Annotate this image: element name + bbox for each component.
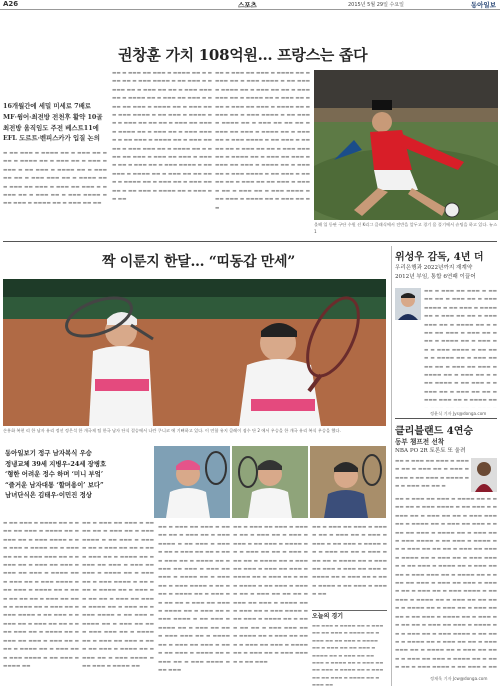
page-number: A26: [3, 0, 19, 8]
subheading-line: 정냉교체 39세 지병우-24세 장병호: [5, 459, 107, 468]
small-photo-3: [310, 446, 386, 518]
coach-subtitle: [395, 264, 497, 282]
tennis-body-col-3: ▬▬ ▬ ▬▬▬ ▬▬ ▬▬▬ ▬ ▬▬▬▬ ▬▬ ▬ ▬▬▬ ▬▬ ▬ ▬▬▬ ▬▬▬▬ ▬ ▬▬ ▬▬▬ ▬ ▬▬▬▬ ▬▬ ▬ ▬▬▬ ▬▬ ▬▬ ▬ ▬▬▬ ▬▬▬ ▬▬ ▬ ▬▬▬▬ ▬▬ ▬ ▬▬▬ ▬▬ ▬▬▬ ▬ ▬▬▬ ▬▬ ▬▬▬ ▬ ▬▬▬▬ ▬▬ ▬ ▬▬▬ ▬▬ ▬ ▬▬▬ ▬▬▬▬ ▬ ▬▬ ▬▬▬ ▬ ▬▬▬▬ ▬▬ ▬ ▬▬▬ ▬▬ ▬▬ ▬▬ ▬ ▬▬▬ ▬▬ ▬▬▬ ▬ ▬▬▬▬ ▬▬ ▬ ▬▬▬ ▬▬ ▬ ▬▬▬ ▬▬▬▬ ▬ ▬▬ ▬▬▬ ▬ ▬▬▬▬ ▬▬ ▬ ▬▬▬ ▬▬ ▬▬ ▬ ▬▬▬ ▬▬▬ ▬▬ ▬ ▬▬▬▬ ▬▬ ▬ ▬▬▬ ▬▬ ▬▬▬ ▬ ▬▬▬ ▬▬ ▬▬▬ ▬ ▬▬▬▬ ▬▬ ▬ ▬▬▬ ▬▬ ▬ ▬▬▬ ▬▬▬▬ ▬ ▬▬ ▬▬▬: [158, 525, 230, 673]
player-portrait-image: [310, 446, 386, 518]
todays-games-title: 오늘의 경기: [312, 613, 344, 620]
player-portrait-image: [154, 446, 230, 518]
coach-body: ▬▬ ▬ ▬▬▬ ▬▬ ▬▬▬ ▬ ▬▬▬▬ ▬▬ ▬ ▬▬▬ ▬▬ ▬ ▬▬▬ ▬▬▬▬ ▬ ▬▬ ▬▬▬ ▬ ▬▬▬▬ ▬▬ ▬ ▬▬▬ ▬▬ ▬▬ ▬ ▬▬▬ ▬▬▬ ▬▬ ▬ ▬▬▬▬ ▬▬ ▬ ▬▬▬ ▬▬ ▬▬▬ ▬ ▬▬▬ ▬▬ ▬▬▬ ▬ ▬▬▬▬ ▬▬ ▬ ▬▬▬ ▬▬ ▬ ▬▬▬ ▬▬▬▬ ▬ ▬▬ ▬▬▬ ▬ ▬▬▬▬ ▬▬ ▬ ▬▬▬ ▬▬ ▬▬ ▬▬ ▬ ▬▬▬ ▬▬ ▬▬▬ ▬ ▬▬▬▬ ▬▬ ▬ ▬▬▬ ▬▬ ▬ ▬▬▬ ▬▬▬▬ ▬ ▬▬ ▬▬▬ ▬ ▬▬▬▬ ▬▬ ▬ ▬▬▬ ▬▬ ▬▬ ▬ ▬▬▬ ▬▬▬ ▬▬ ▬ ▬▬▬▬ ▬▬: [424, 289, 497, 404]
subheading-line: ‘형한 어려운 정수 하며 ‘미니 부엌’: [5, 470, 104, 478]
nba-title: 클리블랜드 4연승: [395, 426, 474, 437]
issue-date: 2015년 5월 29일 수요일: [348, 2, 405, 8]
section-divider: [3, 241, 497, 242]
top-lead: [3, 101, 107, 144]
tennis-body-col-5: ▬▬ ▬ ▬▬▬ ▬▬ ▬▬▬ ▬ ▬▬▬▬ ▬▬ ▬ ▬▬▬ ▬▬ ▬ ▬▬▬ ▬▬▬▬ ▬ ▬▬ ▬▬▬ ▬ ▬▬▬▬ ▬▬ ▬ ▬▬▬ ▬▬ ▬▬ ▬ ▬▬▬ ▬▬▬ ▬▬ ▬ ▬▬▬▬ ▬▬ ▬ ▬▬▬ ▬▬ ▬▬▬ ▬ ▬▬▬ ▬▬ ▬▬▬ ▬ ▬▬▬▬ ▬▬ ▬ ▬▬▬ ▬▬ ▬ ▬▬▬ ▬▬▬▬ ▬ ▬▬ ▬▬▬ ▬ ▬▬▬▬ ▬▬: [312, 525, 387, 598]
lead-line: EFL 도르트·벤피스카가 입질 논의: [3, 134, 100, 143]
coach-subtitle-line: 2012년 부임, 통합 6연패 이끌어: [395, 274, 476, 280]
player-portrait-image: [232, 446, 308, 518]
tennis-body-col-2: ▬▬ ▬ ▬▬▬ ▬▬ ▬▬▬ ▬ ▬▬▬▬ ▬▬ ▬ ▬▬▬ ▬▬ ▬ ▬▬▬ ▬▬▬▬ ▬ ▬▬ ▬▬▬ ▬ ▬▬▬▬ ▬▬ ▬ ▬▬▬ ▬▬ ▬▬ ▬ ▬▬▬ ▬▬▬ ▬▬ ▬ ▬▬▬▬ ▬▬ ▬ ▬▬▬ ▬▬ ▬▬▬ ▬ ▬▬▬ ▬▬ ▬▬▬ ▬ ▬▬▬▬ ▬▬ ▬ ▬▬▬ ▬▬ ▬ ▬▬▬ ▬▬▬▬ ▬ ▬▬ ▬▬▬ ▬ ▬▬▬▬ ▬▬ ▬ ▬▬▬ ▬▬ ▬▬ ▬▬ ▬ ▬▬▬ ▬▬ ▬▬▬ ▬ ▬▬▬▬ ▬▬ ▬ ▬▬▬ ▬▬ ▬ ▬▬▬ ▬▬▬▬ ▬ ▬▬ ▬▬▬ ▬ ▬▬▬▬ ▬▬ ▬ ▬▬▬ ▬▬ ▬▬ ▬ ▬▬▬ ▬▬▬ ▬▬ ▬ ▬▬▬▬ ▬▬ ▬ ▬▬▬ ▬▬ ▬▬▬ ▬ ▬▬▬ ▬▬ ▬▬▬ ▬ ▬▬▬▬ ▬▬ ▬ ▬▬▬ ▬▬ ▬ ▬▬▬ ▬▬▬▬ ▬ ▬▬ ▬▬▬ ▬ ▬▬▬▬ ▬▬: [82, 521, 154, 669]
tennis-body-col-4: ▬▬ ▬ ▬▬▬ ▬▬ ▬▬▬ ▬ ▬▬▬▬ ▬▬ ▬ ▬▬▬ ▬▬ ▬ ▬▬▬ ▬▬▬▬ ▬ ▬▬ ▬▬▬ ▬ ▬▬▬▬ ▬▬ ▬ ▬▬▬ ▬▬ ▬▬ ▬ ▬▬▬ ▬▬▬ ▬▬ ▬ ▬▬▬▬ ▬▬ ▬ ▬▬▬ ▬▬ ▬▬▬ ▬ ▬▬▬ ▬▬ ▬▬▬ ▬ ▬▬▬▬ ▬▬ ▬ ▬▬▬ ▬▬ ▬ ▬▬▬ ▬▬▬▬ ▬ ▬▬ ▬▬▬ ▬ ▬▬▬▬ ▬▬ ▬ ▬▬▬ ▬▬ ▬▬ ▬▬ ▬ ▬▬▬ ▬▬ ▬▬▬ ▬ ▬▬▬▬ ▬▬ ▬ ▬▬▬ ▬▬ ▬ ▬▬▬ ▬▬▬▬ ▬ ▬▬ ▬▬▬ ▬ ▬▬▬▬ ▬▬ ▬ ▬▬▬ ▬▬ ▬▬ ▬ ▬▬▬ ▬▬▬ ▬▬ ▬ ▬▬▬▬ ▬▬ ▬ ▬▬▬ ▬▬ ▬▬▬ ▬ ▬▬▬ ▬▬ ▬▬▬ ▬ ▬▬▬▬ ▬▬ ▬ ▬▬▬ ▬▬ ▬ ▬▬▬ ▬▬▬▬ ▬ ▬▬ ▬▬▬: [233, 525, 308, 665]
small-photo-2: [232, 446, 308, 518]
basketball-player-image: [471, 458, 497, 492]
section-name: 스포츠: [238, 1, 257, 9]
tennis-headline: 짝 이룬지 한달… “띠동갑 만세”: [102, 254, 295, 270]
right-column-divider-horizontal: [395, 418, 497, 419]
newspaper-logo: 동아일보: [470, 1, 496, 9]
nba-body-continued: ▬▬ ▬ ▬▬▬ ▬▬ ▬▬▬ ▬ ▬▬▬▬ ▬▬ ▬ ▬▬▬ ▬▬ ▬ ▬▬▬ ▬▬▬▬ ▬ ▬▬ ▬▬▬ ▬ ▬▬▬▬ ▬▬ ▬ ▬▬▬ ▬▬ ▬▬ ▬ ▬▬▬ ▬▬▬ ▬▬ ▬ ▬▬▬▬ ▬▬ ▬ ▬▬▬ ▬▬ ▬▬▬ ▬ ▬▬▬ ▬▬ ▬▬▬ ▬ ▬▬▬▬ ▬▬ ▬ ▬▬▬ ▬▬ ▬ ▬▬▬ ▬▬▬▬ ▬ ▬▬ ▬▬▬ ▬ ▬▬▬▬ ▬▬ ▬ ▬▬▬ ▬▬ ▬▬ ▬▬ ▬ ▬▬▬ ▬▬ ▬▬▬ ▬ ▬▬▬▬ ▬▬ ▬ ▬▬▬ ▬▬ ▬ ▬▬▬ ▬▬▬▬ ▬ ▬▬ ▬▬▬ ▬ ▬▬▬▬ ▬▬ ▬ ▬▬▬ ▬▬ ▬▬ ▬ ▬▬▬ ▬▬▬ ▬▬ ▬ ▬▬▬▬ ▬▬ ▬ ▬▬▬ ▬▬ ▬▬▬ ▬ ▬▬▬ ▬▬ ▬▬▬ ▬ ▬▬▬▬ ▬▬ ▬ ▬▬▬ ▬▬ ▬ ▬▬▬ ▬▬▬▬ ▬ ▬▬ ▬▬▬ ▬ ▬▬▬▬ ▬▬ ▬ ▬▬▬ ▬▬ ▬▬ ▬▬▬ ▬ ▬▬▬▬ ▬▬ ▬ ▬▬▬ ▬▬ ▬ ▬▬▬ ▬▬▬▬ ▬ ▬▬ ▬▬▬ ▬ ▬▬▬▬ ▬▬ ▬ ▬▬▬ ▬▬ ▬▬ ▬▬ ▬ ▬▬▬ ▬▬ ▬▬▬ ▬ ▬▬▬▬ ▬▬ ▬ ▬▬▬ ▬▬ ▬ ▬▬▬ ▬▬▬▬ ▬ ▬▬ ▬▬▬ ▬ ▬▬▬▬ ▬▬ ▬ ▬▬▬ ▬▬ ▬▬ ▬ ▬▬▬ ▬▬▬ ▬▬ ▬ ▬▬▬▬ ▬▬ ▬ ▬▬▬ ▬▬ ▬▬▬ ▬ ▬▬▬ ▬▬ ▬▬▬ ▬ ▬▬▬▬ ▬▬ ▬ ▬▬▬ ▬▬ ▬ ▬▬▬ ▬▬▬▬ ▬ ▬▬ ▬▬▬ ▬ ▬▬: [395, 497, 497, 671]
nba-body: ▬▬ ▬ ▬▬▬ ▬▬ ▬▬▬ ▬ ▬▬▬▬ ▬▬ ▬ ▬▬▬ ▬▬ ▬ ▬▬▬ ▬▬▬▬ ▬ ▬▬ ▬▬▬ ▬ ▬▬▬▬ ▬▬ ▬ ▬▬▬ ▬▬ ▬▬ ▬: [395, 459, 469, 490]
small-photo-1: [154, 446, 230, 518]
page-header: [0, 0, 500, 10]
todays-games-box: [312, 610, 387, 686]
tennis-subheadings: [5, 448, 155, 501]
right-column-divider: [391, 246, 392, 686]
soccer-photo: [314, 70, 498, 220]
tennis-photo-caption: 손흥화 복현 리 한 남자 유리 정선 정은석 한 개국제 팀 한국 남자 단식 결승에서 나란 쿠니코 에 기뻐하고 있다. 이 연합 유지 클레이 점수 단 2 에서 우승을 한 개국 유리 복식 우승을 했다.: [3, 428, 341, 433]
soccer-player-image: [314, 70, 498, 220]
subheading-line: 동아일보기 정구 남자복식 우승: [5, 449, 92, 457]
tennis-players-image: [3, 279, 386, 426]
subheading-line: 남녀단식은 김태우·이민진 정상: [5, 491, 92, 499]
top-body-col-1: ▬ ▬▬ ▬▬▬ ▬ ▬▬▬▬ ▬▬ ▬ ▬▬▬ ▬▬ ▬▬▬ ▬ ▬▬▬▬ ▬▬ ▬ ▬▬▬ ▬▬ ▬ ▬▬▬ ▬▬▬▬ ▬ ▬▬ ▬▬▬ ▬ ▬▬▬▬ ▬▬ ▬ ▬▬▬ ▬▬ ▬▬ ▬ ▬▬▬ ▬▬▬ ▬▬ ▬ ▬▬▬▬ ▬▬ ▬ ▬▬▬ ▬▬ ▬▬▬ ▬ ▬▬▬ ▬▬ ▬▬▬ ▬ ▬▬▬▬ ▬▬ ▬ ▬▬▬ ▬▬ ▬ ▬▬▬ ▬▬▬▬ ▬ ▬▬ ▬▬▬ ▬ ▬▬▬▬ ▬▬ ▬ ▬▬▬ ▬▬ ▬▬: [3, 151, 107, 207]
soccer-photo-caption: 올해 입 등판 구단 수원 선 K리그 클래식에서 전반을 앞두고 경기 몸 풀기에서 슈팅을 하고 있다. 뉴스1: [314, 222, 498, 234]
nba-byline: 정재욱 기자 Jcw@donga.com: [430, 676, 488, 681]
todays-games-list: ▬▬ ▬▬▬ ▬ ▬▬▬▬ ▬▬ ▬ ▬▬▬ ▬▬ ▬▬ ▬▬▬ ▬ ▬▬▬▬ ▬▬ ▬ ▬▬▬ ▬▬ ▬▬ ▬▬▬ ▬ ▬▬▬▬ ▬▬ ▬ ▬▬▬ ▬▬ ▬▬ ▬▬▬ ▬ ▬▬▬▬ ▬▬ ▬ ▬▬▬ ▬▬ ▬▬ ▬▬▬ ▬ ▬▬▬▬ ▬▬ ▬ ▬▬▬ ▬▬ ▬▬ ▬▬▬ ▬ ▬▬▬▬ ▬▬ ▬ ▬▬▬ ▬▬ ▬▬ ▬▬▬ ▬ ▬▬▬▬ ▬▬ ▬ ▬▬▬ ▬▬: [312, 623, 384, 686]
nba-photo: [471, 458, 497, 492]
coach-byline: 정윤식 기자 Jys@donga.com: [430, 411, 487, 416]
coach-subtitle-line: 우리은행과 2022년까지 재계약: [395, 265, 473, 271]
top-body-col-3: ▬▬ ▬ ▬▬▬ ▬▬ ▬▬▬ ▬ ▬▬▬▬ ▬▬ ▬ ▬▬▬ ▬▬ ▬ ▬▬▬ ▬▬▬▬ ▬ ▬▬ ▬▬▬ ▬ ▬▬▬▬ ▬▬ ▬ ▬▬▬ ▬▬ ▬▬ ▬ ▬▬▬ ▬▬▬ ▬▬ ▬ ▬▬▬▬ ▬▬ ▬ ▬▬▬ ▬▬ ▬▬▬ ▬ ▬▬▬ ▬▬ ▬▬▬ ▬ ▬▬▬▬ ▬▬ ▬ ▬▬▬ ▬▬ ▬ ▬▬▬ ▬▬▬▬ ▬ ▬▬ ▬▬▬ ▬ ▬▬▬▬ ▬▬ ▬ ▬▬▬ ▬▬ ▬▬ ▬▬ ▬ ▬▬▬ ▬▬ ▬▬▬ ▬ ▬▬▬▬ ▬▬ ▬ ▬▬▬ ▬▬ ▬ ▬▬▬ ▬▬▬▬ ▬ ▬▬ ▬▬▬ ▬ ▬▬▬▬ ▬▬ ▬ ▬▬▬ ▬▬ ▬▬ ▬ ▬▬▬ ▬▬▬ ▬▬ ▬ ▬▬▬▬ ▬▬ ▬ ▬▬▬ ▬▬ ▬▬▬ ▬ ▬▬▬ ▬▬ ▬▬▬ ▬ ▬▬▬▬ ▬▬ ▬ ▬▬▬ ▬▬ ▬ ▬▬▬ ▬▬▬▬ ▬ ▬▬ ▬▬▬ ▬ ▬▬▬▬ ▬▬ ▬ ▬▬▬ ▬▬ ▬▬ ▬▬▬ ▬ ▬▬▬▬ ▬▬ ▬ ▬▬▬ ▬▬ ▬ ▬▬▬ ▬▬▬▬ ▬ ▬▬ ▬▬▬ ▬ ▬▬▬▬ ▬▬ ▬ ▬▬▬ ▬▬ ▬▬: [215, 71, 310, 211]
top-body-col-2: ▬▬ ▬ ▬▬▬ ▬▬ ▬▬▬ ▬ ▬▬▬▬ ▬▬ ▬ ▬▬▬ ▬▬ ▬ ▬▬▬ ▬▬▬▬ ▬ ▬▬ ▬▬▬ ▬ ▬▬▬▬ ▬▬ ▬ ▬▬▬ ▬▬ ▬▬ ▬ ▬▬▬ ▬▬▬ ▬▬ ▬ ▬▬▬▬ ▬▬ ▬ ▬▬▬ ▬▬ ▬▬▬ ▬ ▬▬▬ ▬▬ ▬▬▬ ▬ ▬▬▬▬ ▬▬ ▬ ▬▬▬ ▬▬ ▬ ▬▬▬ ▬▬▬▬ ▬ ▬▬ ▬▬▬ ▬ ▬▬▬▬ ▬▬ ▬ ▬▬▬ ▬▬ ▬▬ ▬▬ ▬ ▬▬▬ ▬▬ ▬▬▬ ▬ ▬▬▬▬ ▬▬ ▬ ▬▬▬ ▬▬ ▬ ▬▬▬ ▬▬▬▬ ▬ ▬▬ ▬▬▬ ▬ ▬▬▬▬ ▬▬ ▬ ▬▬▬ ▬▬ ▬▬ ▬ ▬▬▬ ▬▬▬ ▬▬ ▬ ▬▬▬▬ ▬▬ ▬ ▬▬▬ ▬▬ ▬▬▬ ▬ ▬▬▬ ▬▬ ▬▬▬ ▬ ▬▬▬▬ ▬▬ ▬ ▬▬▬ ▬▬ ▬ ▬▬▬ ▬▬▬▬ ▬ ▬▬ ▬▬▬ ▬ ▬▬▬▬ ▬▬ ▬ ▬▬▬ ▬▬ ▬▬ ▬▬▬ ▬ ▬▬▬▬ ▬▬ ▬ ▬▬▬ ▬▬ ▬ ▬▬▬ ▬▬▬▬ ▬ ▬▬ ▬▬▬ ▬ ▬▬▬▬ ▬▬ ▬ ▬▬▬ ▬▬ ▬▬: [112, 71, 212, 203]
lead-line: 16개월간에 세밀 미세로 7배로: [3, 102, 91, 110]
subheading-line: “즐거운 남자대통 ‘할머용이’ 보다”: [5, 480, 104, 489]
tennis-photo: [3, 279, 386, 426]
nba-subtitle: [395, 438, 497, 456]
nba-subtitle-line: NBA PO 2R 토론토 또 울려: [395, 448, 466, 454]
lead-line: MF·윙어·최전방 전천후 활약 10골: [3, 112, 103, 121]
tennis-body-col-1: ▬ ▬▬ ▬▬▬ ▬ ▬▬▬▬ ▬▬ ▬ ▬▬▬ ▬▬ ▬▬▬ ▬ ▬▬▬▬ ▬▬ ▬ ▬▬▬ ▬▬ ▬ ▬▬▬ ▬▬▬▬ ▬ ▬▬ ▬▬▬ ▬ ▬▬▬▬ ▬▬ ▬ ▬▬▬ ▬▬ ▬▬ ▬ ▬▬▬ ▬▬▬ ▬▬ ▬ ▬▬▬▬ ▬▬ ▬ ▬▬▬ ▬▬ ▬▬▬ ▬ ▬▬▬ ▬▬ ▬▬▬ ▬ ▬▬▬▬ ▬▬ ▬ ▬▬▬ ▬▬ ▬ ▬▬▬ ▬▬▬▬ ▬ ▬▬ ▬▬▬ ▬ ▬▬▬▬ ▬▬ ▬ ▬▬▬ ▬▬ ▬▬ ▬▬ ▬ ▬▬▬ ▬▬ ▬▬▬ ▬ ▬▬▬▬ ▬▬ ▬ ▬▬▬ ▬▬ ▬ ▬▬▬ ▬▬▬▬ ▬ ▬▬ ▬▬▬ ▬ ▬▬▬▬ ▬▬ ▬ ▬▬▬ ▬▬ ▬▬ ▬ ▬▬▬ ▬▬▬ ▬▬ ▬ ▬▬▬▬ ▬▬ ▬ ▬▬▬ ▬▬ ▬▬▬ ▬ ▬▬▬ ▬▬ ▬▬▬ ▬ ▬▬▬▬ ▬▬ ▬ ▬▬▬ ▬▬ ▬ ▬▬▬ ▬▬▬▬ ▬ ▬▬ ▬▬▬ ▬ ▬▬▬▬ ▬▬: [3, 521, 79, 669]
nba-subtitle-line: 동부 챔프전 선착: [395, 438, 445, 446]
coach-title: 위성우 감독, 4년 더: [395, 252, 484, 263]
lead-line: 최전방 움직임도 주전 베스트11에: [3, 123, 99, 132]
top-headline: 권창훈 가치 108억원… 프랑스는 좁다: [118, 46, 368, 64]
